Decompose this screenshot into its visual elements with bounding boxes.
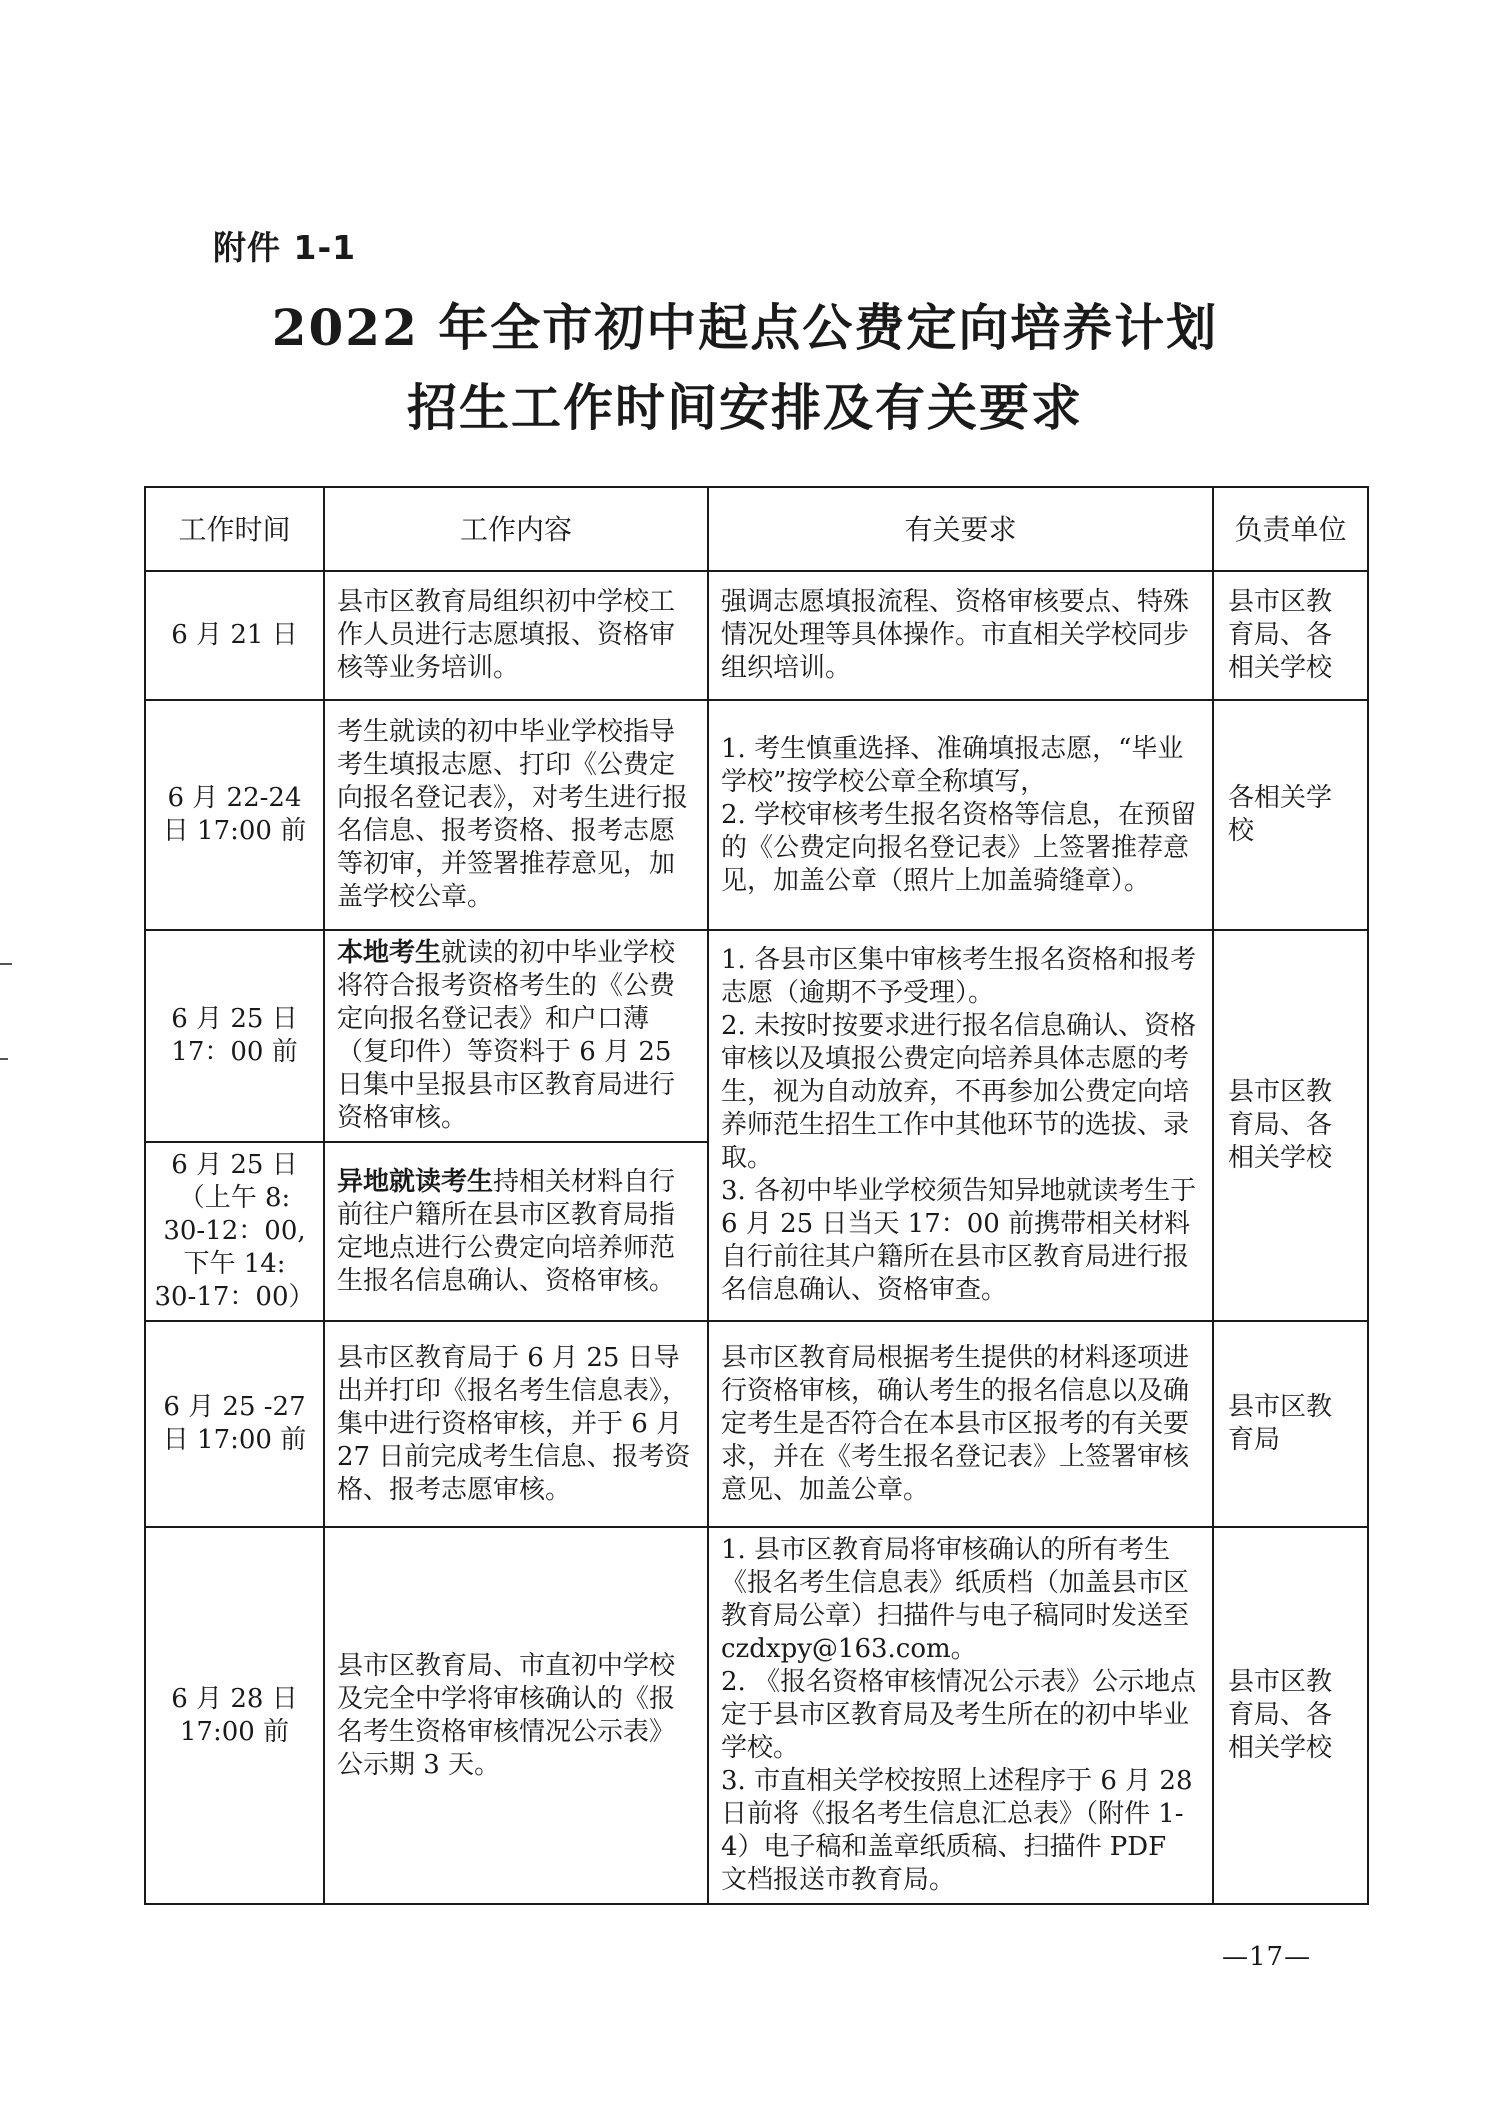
cell-content [324, 930, 708, 1142]
document-title-line-2: 招生工作时间安排及有关要求 [407, 378, 1083, 437]
schedule-table [144, 486, 1369, 1905]
time-line: 30-17：00） [154, 1282, 315, 1312]
requirement-item: 3. 市直相关学校按照上述程序于 6 月 28 日前将《报名考生信息汇总表》（附件 1-4）电子稿和盖章纸质稿、扫描件 PDF 文档报送市教育局。 [721, 1766, 1193, 1895]
cell-time: 6 月 25 -27 日 17:00 前 [145, 1321, 324, 1527]
time-line: 下午 14: [183, 1249, 286, 1279]
cell-requirement [708, 700, 1213, 930]
content-text: 持相关材料自行前往户籍所在县市区教育局指定地点进行公费定向培养师范生报名信息确认、资格审核。 [337, 1166, 676, 1296]
header-time: 工作时间 [145, 487, 324, 571]
requirement-item: 2. 未按时按要求进行报名信息确认、资格审核以及填报公费定向培养具体志愿的考生，视为自动放弃，不再参加公费定向培养师范生招生工作中其他环节的选拔、录取。 [721, 1011, 1197, 1173]
table-row [145, 930, 1368, 1142]
cell-requirement: 县市区教育局根据考生提供的材料逐项进行资格审核，确认考生的报名信息以及确定考生是否符合在本县市区报考的有关要求，并在《考生报名登记表》上签署审核意见、加盖公章。 [708, 1321, 1213, 1527]
requirement-item: 1. 县市区教育局将审核确认的所有考生《报名考生信息表》纸质档（加盖县市区教育局公章）扫描件与电子稿同时发送至 czdxpy@163.com。 [721, 1535, 1190, 1664]
scan-mark [0, 963, 12, 965]
cell-requirement [708, 930, 1213, 1321]
cell-unit: 县市区教育局、各相关学校 [1213, 930, 1368, 1321]
cell-time [145, 930, 324, 1142]
table-row [145, 700, 1368, 930]
content-emphasis: 异地就读考生 [337, 1166, 494, 1197]
table-row [145, 1527, 1368, 1904]
requirement-item: 2. 学校审核考生报名资格等信息，在预留的《公费定向报名登记表》上签署推荐意见，加盖公章（照片上加盖骑缝章）。 [721, 799, 1197, 896]
cell-requirement [708, 1527, 1213, 1904]
cell-time: 6 月 28 日 17:00 前 [145, 1527, 324, 1904]
table-header-row [145, 487, 1368, 571]
cell-unit: 各相关学校 [1213, 700, 1368, 930]
header-unit: 负责单位 [1213, 487, 1368, 571]
table-row [145, 1321, 1368, 1527]
cell-content: 县市区教育局于 6 月 25 日导出并打印《报名考生信息表》，集中进行资格审核，并于 6 月 27 日前完成考生信息、报考资格、报考志愿审核。 [324, 1321, 708, 1527]
time-line: （上午 8: [178, 1183, 291, 1213]
annex-label: 附件 1-1 [213, 228, 357, 267]
cell-content [324, 1142, 708, 1321]
time-line: 17：00 前 [171, 1037, 298, 1067]
table-row [145, 571, 1368, 700]
content-text: 就读的初中毕业学校将符合报考资格考生的《公费定向报名登记表》和户口薄（复印件）等资料于 6 月 25 日集中呈报县市区教育局进行资格审核。 [337, 938, 676, 1133]
requirement-item: 3. 各初中毕业学校须告知异地就读考生于 6 月 25 日当天 17：00 前携带相关材料自行前往其户籍所在县市区教育局进行报名信息确认、资格审查。 [721, 1176, 1197, 1305]
cell-content: 县市区教育局组织初中学校工作人员进行志愿填报、资格审核等业务培训。 [324, 571, 708, 700]
time-line: 30-12：00, [163, 1216, 306, 1246]
header-content: 工作内容 [324, 487, 708, 571]
cell-content: 考生就读的初中毕业学校指导考生填报志愿、打印《公费定向报名登记表》，对考生进行报名信息、报考资格、报考志愿等初审，并签署推荐意见，加盖学校公章。 [324, 700, 708, 930]
content-emphasis: 本地考生 [337, 938, 442, 968]
cell-requirement: 强调志愿填报流程、资格审核要点、特殊情况处理等具体操作。市直相关学校同步组织培训。 [708, 571, 1213, 700]
time-line: 6 月 25 日 [171, 1150, 298, 1180]
scan-mark [0, 1058, 8, 1060]
document-title-line-1: 2022 年全市初中起点公费定向培养计划 [271, 298, 1219, 357]
cell-time: 6 月 22-24 日 17:00 前 [145, 700, 324, 930]
requirement-item: 1. 考生慎重选择、准确填报志愿，“毕业学校”按学校公章全称填写， [721, 733, 1184, 797]
requirement-item: 1. 各县市区集中审核考生报名资格和报考志愿（逾期不予受理）。 [721, 945, 1197, 1008]
cell-time: 6 月 21 日 [145, 571, 324, 700]
cell-content: 县市区教育局、市直初中学校及完全中学将审核确认的《报名考生资格审核情况公示表》公示期 3 天。 [324, 1527, 708, 1904]
header-requirement: 有关要求 [708, 487, 1213, 571]
cell-unit: 县市区教育局 [1213, 1321, 1368, 1527]
requirement-item: 2. 《报名资格审核情况公示表》公示地点定于县市区教育局及考生所在的初中毕业学校。 [721, 1667, 1197, 1763]
time-line: 6 月 25 日 [171, 1004, 298, 1034]
cell-unit: 县市区教育局、各相关学校 [1213, 1527, 1368, 1904]
cell-unit: 县市区教育局、各相关学校 [1213, 571, 1368, 700]
cell-time [145, 1142, 324, 1321]
page-number: —17— [1222, 1942, 1312, 1972]
